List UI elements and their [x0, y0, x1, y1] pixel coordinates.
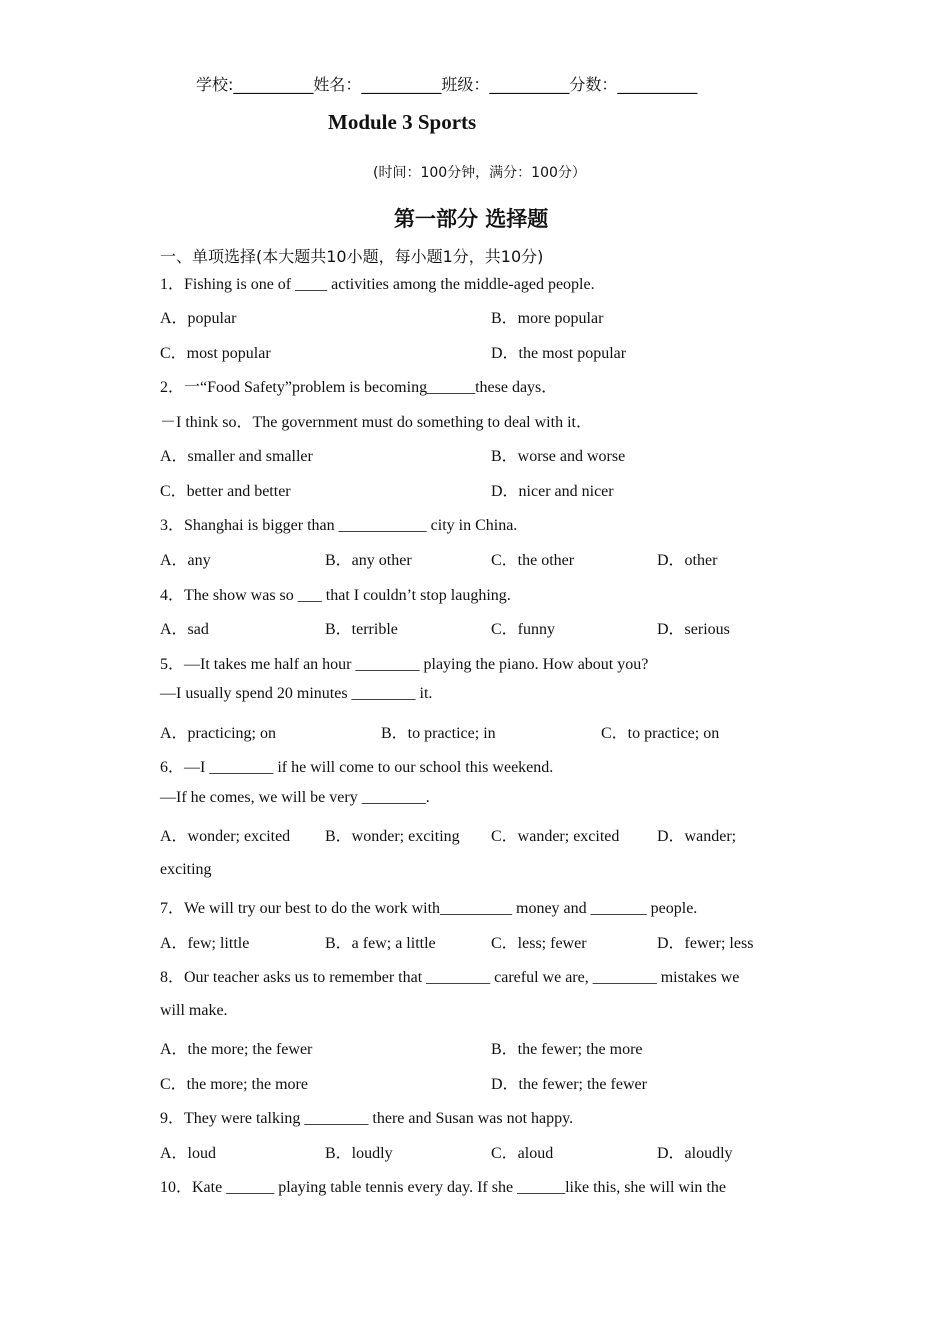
option-b[interactable]: B．more popular	[491, 310, 604, 327]
option-b[interactable]: B．to practice; in	[381, 725, 496, 742]
page-title: Module 3 Sports	[328, 110, 477, 134]
option-b[interactable]: B．the fewer; the more	[491, 1041, 643, 1058]
option-c[interactable]: C．funny	[491, 621, 556, 638]
question-stem: 3．Shanghai is bigger than ___________ city in China.	[160, 517, 518, 534]
question-stem-line: will make.	[160, 1002, 228, 1019]
option-b[interactable]: B．a few; a little	[325, 935, 436, 952]
question-stem-line: －I think so．The government must do something to deal with it．	[160, 414, 592, 431]
option-d[interactable]: D．fewer; less	[657, 935, 754, 952]
question-stem: 2．一“Food Safety”problem is becoming______these days．	[160, 379, 558, 396]
option-b[interactable]: B．loudly	[325, 1145, 393, 1162]
student-info-line: 学校:__________姓名：__________班级：__________分数：__________	[196, 75, 698, 94]
option-c[interactable]: C．aloud	[491, 1145, 554, 1162]
question-stem-line: —I usually spend 20 minutes ________ it.	[160, 685, 433, 702]
option-c[interactable]: C．less; fewer	[491, 935, 587, 952]
option-a[interactable]: A．smaller and smaller	[160, 448, 313, 465]
option-d[interactable]: D．serious	[657, 621, 730, 638]
option-a[interactable]: A．few; little	[160, 935, 250, 952]
section-heading: 一、单项选择(本大题共10小题，每小题1分，共10分)	[160, 247, 544, 266]
exam-time-info: (时间：100分钟，满分：100分）	[373, 165, 586, 181]
option-c[interactable]: C．most popular	[160, 345, 271, 362]
question-stem: 4．The show was so ___ that I couldn’t stop laughing.	[160, 587, 511, 604]
question-stem: 5．—It takes me half an hour ________ playing the piano. How about you?	[160, 656, 649, 673]
option-d[interactable]: D．wander;	[657, 828, 737, 845]
question-stem: 7．We will try our best to do the work with_________ money and _______ people.	[160, 900, 698, 917]
question-stem-line: —If he comes, we will be very ________.	[160, 789, 430, 806]
option-c[interactable]: C．the more; the more	[160, 1076, 308, 1093]
question-stem: 1．Fishing is one of ____ activities among the middle-aged people.	[160, 276, 595, 293]
question-stem: 8．Our teacher asks us to remember that ________ careful we are, ________ mistakes we	[160, 969, 740, 986]
option-c[interactable]: C．the other	[491, 552, 575, 569]
option-d[interactable]: D．aloudly	[657, 1145, 733, 1162]
question-stem: 10．Kate ______ playing table tennis every day. If she ______like this, she will win the	[160, 1179, 726, 1196]
part-heading: 第一部分 选择题	[394, 207, 549, 231]
option-a[interactable]: A．loud	[160, 1145, 217, 1162]
option-a[interactable]: A．wonder; excited	[160, 828, 291, 845]
option-b[interactable]: B．wonder; exciting	[325, 828, 460, 845]
option-c[interactable]: C．better and better	[160, 483, 291, 500]
question-stem: 6．—I ________ if he will come to our school this weekend.	[160, 759, 554, 776]
option-d[interactable]: D．the fewer; the fewer	[491, 1076, 647, 1093]
option-d[interactable]: D．the most popular	[491, 345, 627, 362]
question-stem: 9．They were talking ________ there and Susan was not happy.	[160, 1110, 574, 1127]
option-b[interactable]: B．any other	[325, 552, 412, 569]
option-d[interactable]: D．nicer and nicer	[491, 483, 614, 500]
option-d-wrap: exciting	[160, 861, 212, 878]
option-b[interactable]: B．worse and worse	[491, 448, 626, 465]
option-a[interactable]: A．sad	[160, 621, 209, 638]
option-c[interactable]: C．wander; excited	[491, 828, 620, 845]
option-a[interactable]: A．popular	[160, 310, 237, 327]
option-a[interactable]: A．any	[160, 552, 211, 569]
option-d[interactable]: D．other	[657, 552, 718, 569]
option-c[interactable]: C．to practice; on	[601, 725, 720, 742]
option-a[interactable]: A．the more; the fewer	[160, 1041, 313, 1058]
option-a[interactable]: A．practicing; on	[160, 725, 276, 742]
option-b[interactable]: B．terrible	[325, 621, 398, 638]
